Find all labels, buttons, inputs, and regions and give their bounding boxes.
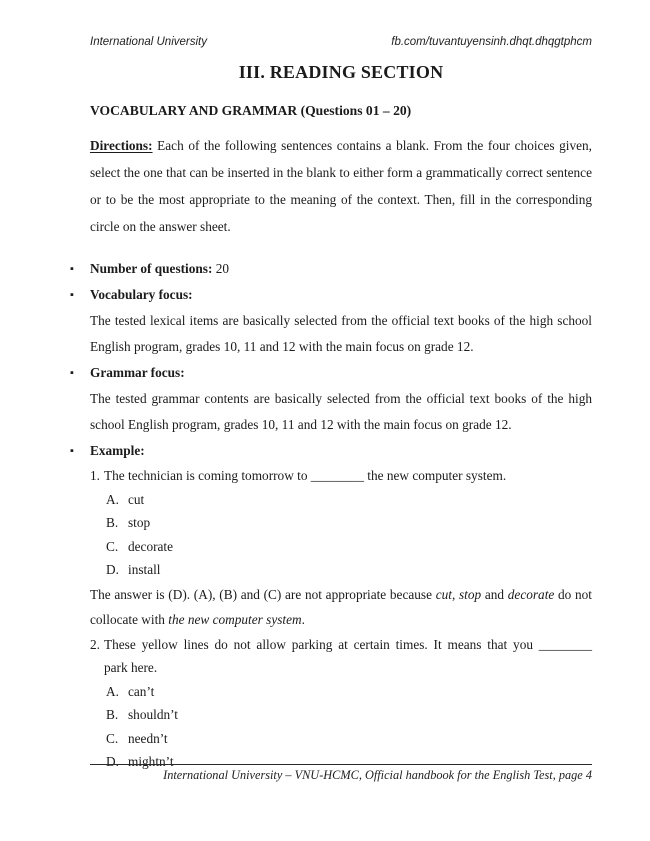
bullet-label: Number of questions: — [90, 261, 213, 276]
answer-text: . — [301, 612, 305, 627]
page-title: III. READING SECTION — [238, 62, 444, 82]
option-text: mightn’t — [128, 754, 174, 769]
document-page — [70, 36, 592, 774]
option-text: cut — [128, 491, 145, 507]
bullet-label: Example: — [90, 443, 145, 458]
option-letter: B. — [106, 707, 119, 722]
question-text: These yellow lines do not allow parking at certain times. It means that you ________ — [104, 636, 592, 652]
bullet-vocabulary-focus — [70, 282, 592, 360]
answer-italic-word: decorate — [507, 586, 555, 602]
answer-italic-word: cut — [435, 586, 452, 602]
bullet-square-icon: ▪ — [70, 263, 74, 275]
option-letter: D. — [106, 754, 119, 769]
footer-text: International University – VNU-HCMC, Official handbook for the English Test, page 4 — [163, 768, 592, 782]
bullet-label: Grammar focus: — [90, 365, 185, 380]
option-text: shouldn’t — [128, 707, 178, 722]
bullet-square-icon: ▪ — [70, 289, 74, 301]
option-text: decorate — [128, 538, 174, 554]
question-1-option-d — [90, 558, 592, 582]
option-text: stop — [128, 515, 151, 530]
question-2-option-c — [90, 727, 592, 751]
bullet-value: 20 — [212, 261, 230, 276]
question-1-option-b — [90, 511, 592, 535]
question-2 — [90, 633, 592, 657]
question-1 — [90, 464, 592, 488]
question-text: The technician is coming tomorrow to ________ the new computer system. — [104, 468, 507, 483]
question-1-option-c — [90, 535, 592, 559]
bullet-square-icon: ▪ — [70, 445, 74, 457]
option-text: install — [128, 562, 161, 577]
answer-text: do not collocate with — [90, 586, 592, 627]
option-text: can’t — [128, 683, 155, 699]
option-letter: C. — [106, 538, 119, 554]
question-1-option-a — [90, 488, 592, 512]
section-heading: VOCABULARY AND GRAMMAR (Questions 01 – 20) — [90, 103, 412, 118]
option-letter: C. — [106, 730, 119, 746]
bullet-body-text: The tested lexical items are basically selected from the official text books of the high school English program, grades 10, 11 and 12 with the main focus on grade 12. — [90, 313, 592, 354]
question-1-answer-explanation — [90, 582, 592, 633]
option-text: needn’t — [128, 730, 168, 746]
bullet-example — [70, 438, 592, 464]
answer-text: The answer is (D). (A), (B) and (C) are not appropriate because — [90, 586, 436, 602]
question-2-option-a — [90, 680, 592, 704]
example-questions-block — [90, 464, 592, 774]
directions-text: Each of the following sentences contains a blank. From the four choices given, select the one that can be inserted in the blank to either form a grammatically correct sentence or to be the most appropriate to the meaning of the context. Then, fill in the corresponding circle on the answer sheet. — [90, 138, 592, 234]
option-letter: A. — [106, 491, 119, 507]
option-letter: A. — [106, 683, 119, 699]
answer-text: , — [451, 586, 459, 602]
answer-italic-word: stop — [458, 586, 482, 602]
bullet-number-of-questions — [70, 256, 592, 282]
option-letter: D. — [106, 562, 119, 577]
question-number: 2. — [90, 636, 100, 652]
directions-paragraph — [90, 132, 592, 240]
document-footer — [90, 764, 592, 783]
question-2-continued: park here. — [104, 660, 158, 675]
option-letter: B. — [106, 515, 119, 530]
bullet-body-text: The tested grammar contents are basically selected from the official text books of the high school English program, grades 10, 11 and 12 with the main focus on grade 12. — [90, 391, 592, 432]
document-header — [90, 36, 592, 48]
question-number: 1. — [90, 468, 100, 483]
question-2-option-b — [90, 703, 592, 727]
answer-text: and — [481, 586, 508, 602]
answer-italic-phrase: the new computer system — [168, 612, 302, 627]
info-bullet-list — [70, 256, 592, 464]
header-facebook-url: fb.com/tuvantuyensinh.dhqt.dhqgtphcm — [391, 36, 592, 48]
bullet-grammar-focus — [70, 360, 592, 438]
header-university-name: International University — [90, 36, 207, 48]
directions-label: Directions: — [90, 138, 153, 153]
bullet-label: Vocabulary focus: — [90, 287, 193, 302]
bullet-square-icon: ▪ — [70, 367, 74, 379]
